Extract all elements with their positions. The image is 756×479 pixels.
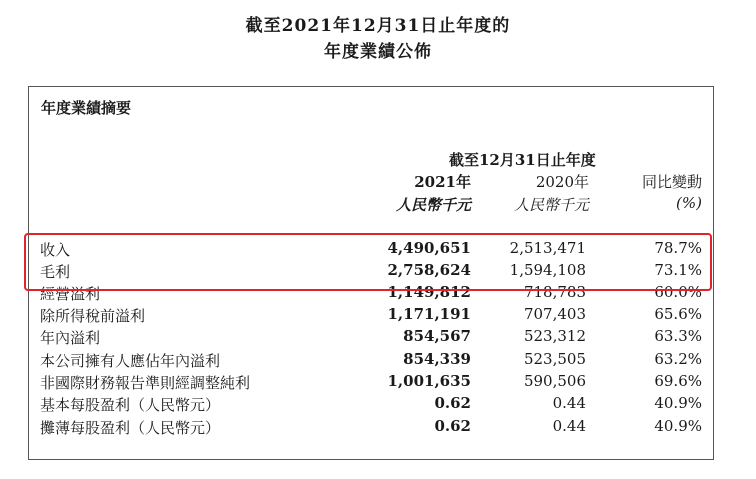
row-label: 非國際財務報告準則經調整純利 [40, 374, 251, 392]
value-2020: 2,513,471 [509, 239, 586, 257]
table-row [29, 327, 715, 349]
row-label: 毛利 [40, 263, 71, 281]
value-2021: 4,490,651 [387, 239, 471, 257]
table-row [29, 305, 715, 327]
value-yoy: 78.7% [654, 239, 702, 257]
value-2021: 854,567 [403, 327, 471, 345]
value-2020: 718,783 [523, 283, 586, 301]
value-2021: 1,171,191 [387, 305, 471, 323]
value-yoy: 63.2% [654, 350, 702, 368]
document-title-line1: 截至2021年12月31日止年度的 [245, 16, 511, 36]
header-period: 截至12月31日止年度 [449, 151, 596, 169]
row-label: 收入 [40, 241, 71, 259]
value-2020: 523,505 [523, 350, 586, 368]
value-2020: 0.44 [552, 394, 586, 412]
value-2021: 1,149,812 [387, 283, 471, 301]
value-yoy: 63.3% [654, 327, 702, 345]
value-2020: 707,403 [523, 305, 586, 323]
document-title-line2: 年度業績公佈 [324, 42, 432, 62]
value-2021: 1,001,635 [387, 372, 471, 390]
row-label: 攤薄每股盈利（人民幣元） [40, 419, 221, 437]
header-unit-2020: 人民幣千元 [513, 196, 589, 214]
row-label: 基本每股盈利（人民幣元） [40, 396, 221, 414]
header-col-2021: 2021年 [414, 173, 471, 191]
table-row [29, 417, 715, 439]
row-label: 除所得稅前溢利 [40, 307, 146, 325]
row-label: 本公司擁有人應佔年內溢利 [40, 352, 221, 370]
value-yoy: 60.0% [654, 283, 702, 301]
value-2020: 1,594,108 [509, 261, 586, 279]
table-row [29, 350, 715, 372]
row-label: 經營溢利 [40, 285, 101, 303]
value-yoy: 73.1% [654, 261, 702, 279]
value-2020: 523,312 [523, 327, 586, 345]
row-label: 年內溢利 [40, 329, 101, 347]
header-unit-2021: 人民幣千元 [395, 196, 471, 214]
value-2020: 590,506 [523, 372, 586, 390]
value-yoy: 40.9% [654, 417, 702, 435]
value-yoy: 69.6% [654, 372, 702, 390]
table-row [29, 372, 715, 394]
highlight-box [24, 233, 712, 291]
value-2021: 0.62 [434, 417, 471, 435]
value-2021: 0.62 [434, 394, 471, 412]
table-row [29, 394, 715, 416]
header-col-2020: 2020年 [535, 173, 589, 191]
value-yoy: 40.9% [654, 394, 702, 412]
header-unit-yoy: (%) [676, 194, 702, 212]
value-2021: 2,758,624 [387, 261, 471, 279]
value-2020: 0.44 [552, 417, 586, 435]
section-title: 年度業績摘要 [41, 99, 132, 117]
value-yoy: 65.6% [654, 305, 702, 323]
value-2021: 854,339 [403, 350, 471, 368]
header-col-yoy: 同比變動 [641, 173, 702, 191]
